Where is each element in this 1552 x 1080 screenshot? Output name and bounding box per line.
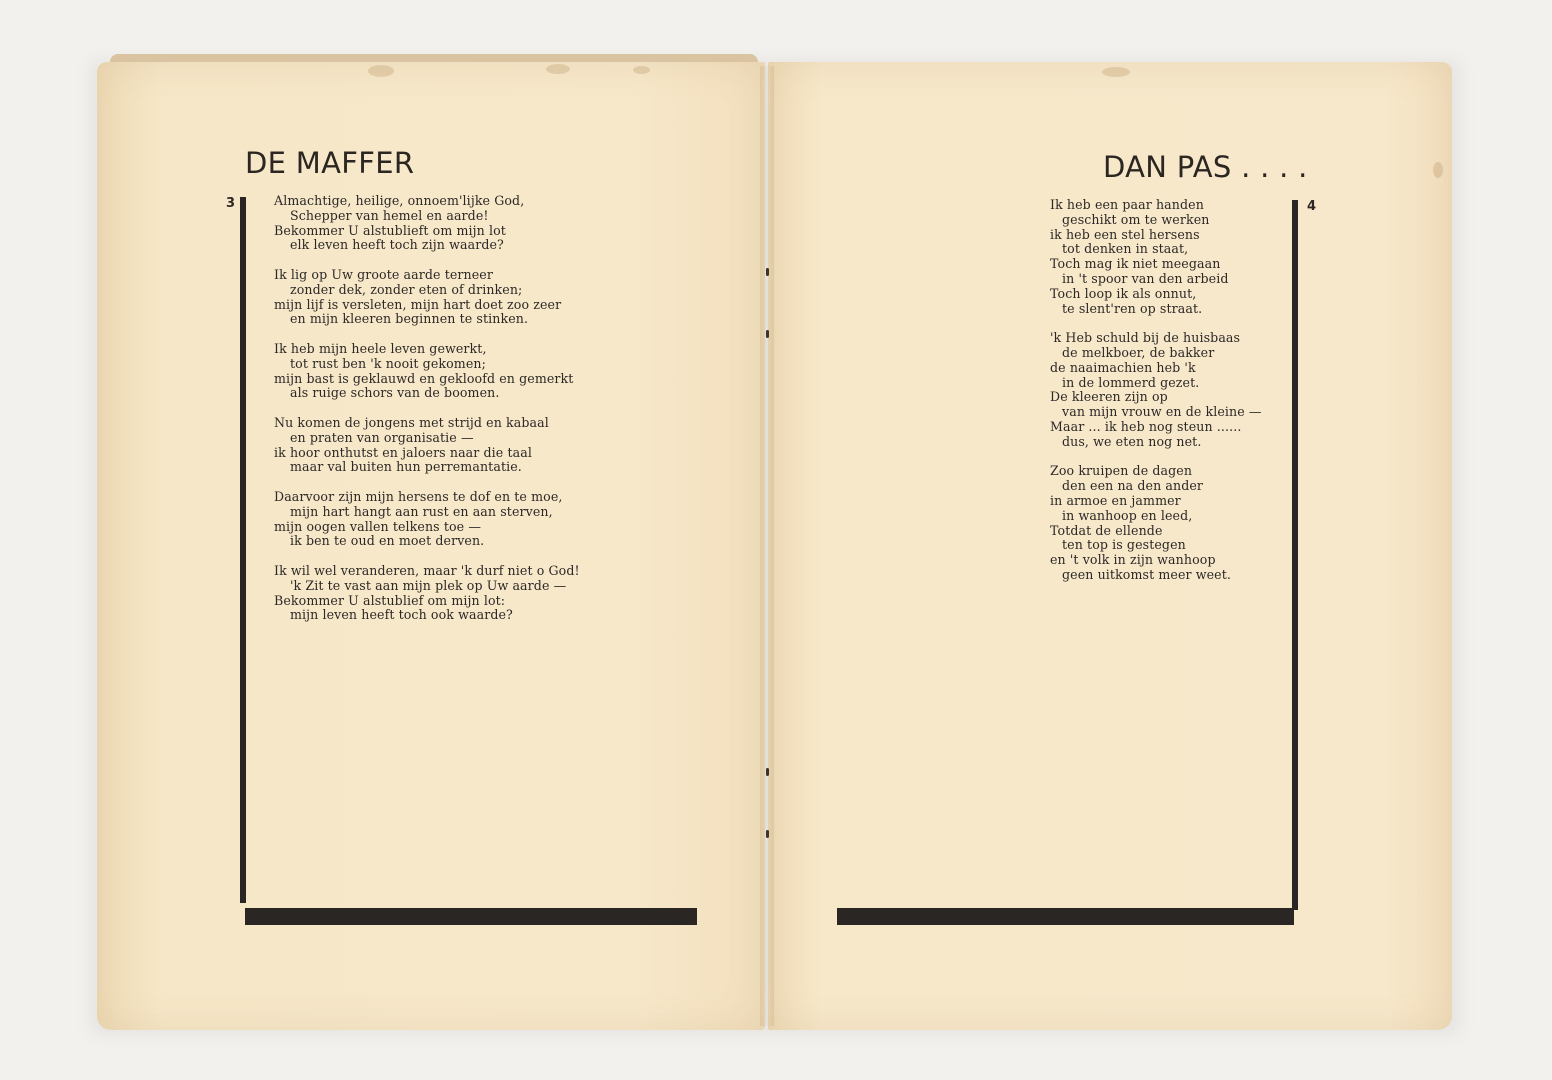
poem-line: van mijn vrouw en de kleine — [1062, 404, 1262, 420]
poem-line: zonder dek, zonder eten of drinken; [290, 281, 523, 297]
poem-line: Maar ... ik heb nog steun ...... [1050, 418, 1242, 434]
left-poem [274, 194, 614, 638]
poem-line: Toch loop ik als onnut, [1050, 285, 1197, 301]
poem-line: als ruige schors van de boomen. [290, 385, 500, 401]
poem-line: en praten van organisatie — [290, 429, 474, 445]
poem-line: dus, we eten nog net. [1062, 433, 1202, 449]
left-stanza-1 [274, 194, 614, 253]
poem-line: Zoo kruipen de dagen [1050, 463, 1193, 479]
poem-line: Nu komen de jongens met strijd en kabaal [274, 414, 549, 430]
poem-line: Ik heb een paar handen [1050, 197, 1204, 212]
poem-line: en 't volk in zijn wanhoop [1050, 552, 1216, 568]
poem-line: ik hoor onthutst en jaloers naar die taal [274, 444, 532, 460]
poem-line: Schepper van hemel en aarde! [290, 207, 489, 223]
poem-line: mijn hart hangt aan rust en aan sterven, [290, 503, 553, 519]
poem-line: in wanhoop en leed, [1062, 507, 1193, 523]
poem-line: tot denken in staat, [1062, 241, 1189, 257]
left-horizontal-rule [245, 908, 697, 925]
poem-line: 'k Heb schuld bij de huisbaas [1050, 330, 1241, 346]
poem-line: mijn oogen vallen telkens toe — [274, 518, 482, 534]
poem-line: Almachtige, heilige, onnoem'lijke God, [274, 193, 525, 208]
poem-line: geschikt om te werken [1062, 211, 1210, 227]
left-page-title: DE MAFFER [245, 146, 415, 180]
poem-line: Ik heb mijn heele leven gewerkt, [274, 340, 487, 356]
binding-stitch [766, 830, 769, 838]
right-vertical-rule [1292, 200, 1298, 910]
right-page-title: DAN PAS . . . . [1103, 150, 1308, 184]
poem-line: ik heb een stel hersens [1050, 226, 1200, 242]
right-page-number: 4 [1307, 199, 1317, 214]
paper-stain [1433, 162, 1443, 178]
paper-stain [1102, 67, 1130, 77]
left-stanza-2 [274, 268, 614, 327]
poem-line: in 't spoor van den arbeid [1062, 270, 1229, 286]
poem-line: mijn bast is geklauwd en gekloofd en gemerkt [274, 370, 574, 386]
poem-line: de naaimachien heb 'k [1050, 359, 1196, 375]
poem-line: elk leven heeft toch zijn waarde? [290, 237, 504, 253]
poem-line: maar val buiten hun perremantatie. [290, 459, 522, 475]
poem-line: in de lommerd gezet. [1062, 374, 1200, 390]
poem-line: mijn leven heeft toch ook waarde? [290, 607, 513, 623]
poem-line: Bekommer U alstublieft om mijn lot [274, 222, 506, 238]
right-horizontal-rule [837, 908, 1294, 925]
paper-stain [368, 65, 394, 77]
poem-line: ik ben te oud en moet derven. [290, 533, 485, 549]
poem-line: den een na den ander [1062, 478, 1204, 494]
left-page-number: 3 [226, 196, 236, 211]
poem-line: Bekommer U alstublief om mijn lot: [274, 592, 506, 608]
left-stanza-5 [274, 490, 614, 549]
binding-stitch [766, 268, 769, 276]
poem-line: geen uitkomst meer weet. [1062, 566, 1231, 582]
poem-line: te slent'ren op straat. [1062, 300, 1203, 316]
binding-stitch [766, 768, 769, 776]
binding-stitch [766, 330, 769, 338]
poem-line: Toch mag ik niet meegaan [1050, 256, 1221, 272]
right-poem [1050, 198, 1286, 598]
paper-stain [546, 64, 570, 74]
book-gutter [760, 66, 774, 1026]
poem-line: ten top is gestegen [1062, 537, 1186, 553]
right-stanza-1 [1050, 198, 1286, 316]
poem-line: De kleeren zijn op [1050, 389, 1168, 405]
paper-stain [633, 66, 650, 74]
left-stanza-4 [274, 416, 614, 475]
left-stanza-3 [274, 342, 614, 401]
poem-line: tot rust ben 'k nooit gekomen; [290, 355, 486, 371]
right-stanza-2 [1050, 331, 1286, 449]
poem-line: 'k Zit te vast aan mijn plek op Uw aarde — [290, 577, 567, 593]
poem-line: en mijn kleeren beginnen te stinken. [290, 311, 529, 327]
poem-line: in armoe en jammer [1050, 492, 1181, 508]
poem-line: mijn lijf is versleten, mijn hart doet zoo zeer [274, 296, 562, 312]
left-vertical-rule [240, 197, 246, 903]
poem-line: Daarvoor zijn mijn hersens te dof en te moe, [274, 488, 563, 504]
right-stanza-3 [1050, 464, 1286, 582]
poem-line: Ik lig op Uw groote aarde terneer [274, 266, 493, 282]
poem-line: Totdat de ellende [1050, 522, 1163, 538]
poem-line: de melkboer, de bakker [1062, 344, 1215, 360]
poem-line: Ik wil wel veranderen, maar 'k durf niet o God! [274, 562, 580, 578]
left-stanza-6 [274, 564, 614, 623]
